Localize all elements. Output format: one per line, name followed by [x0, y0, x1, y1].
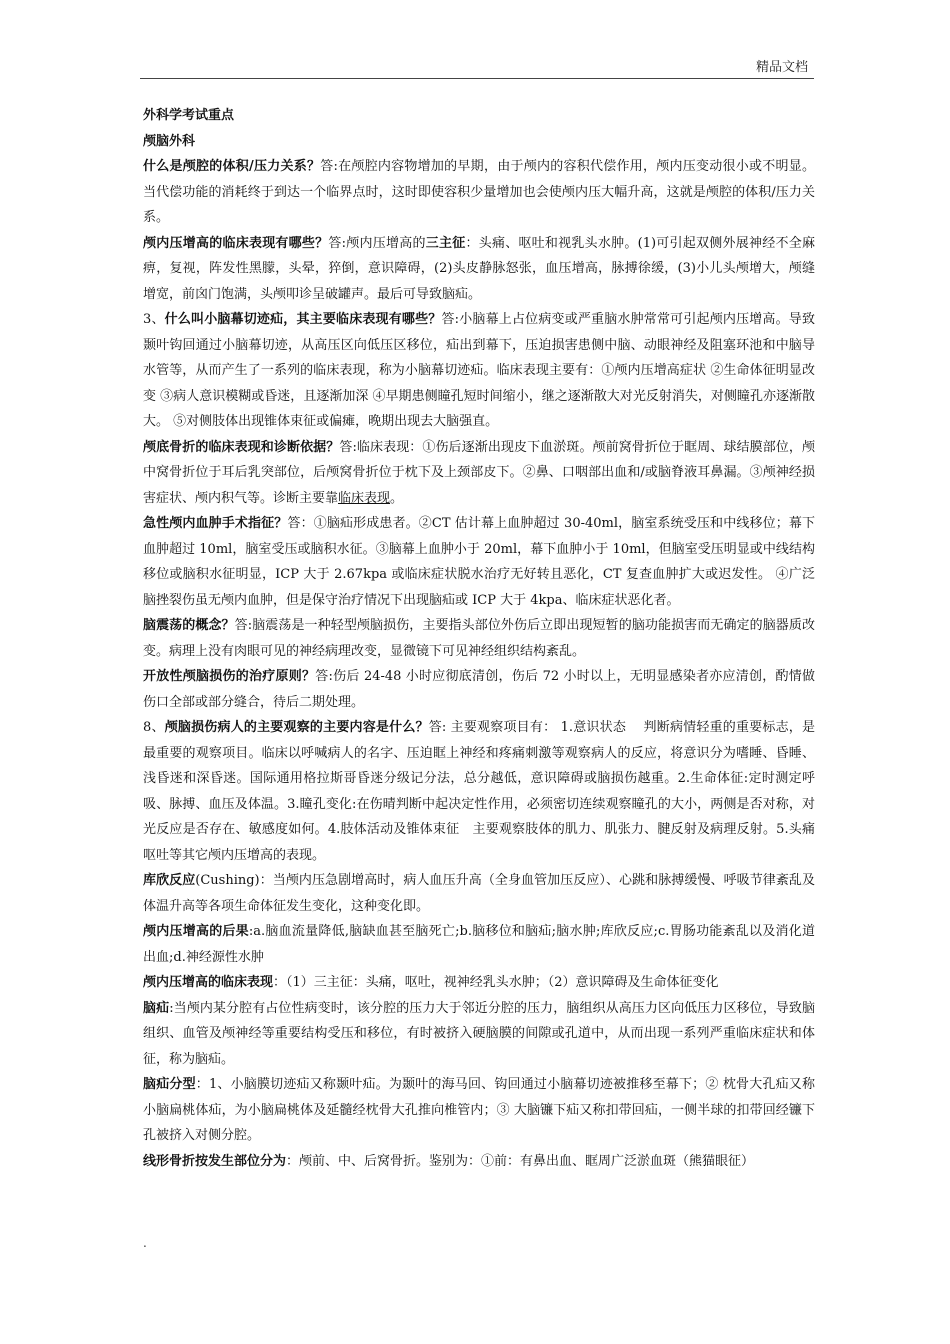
answer: 答:小脑幕上占位病变或严重脑水肿常常可引起颅内压增高。导致颞叶钩回通过小脑幕切迹，从高压区向低压区移位，疝出到幕下，压迫损害患侧中脑、动眼神经及阻塞环池和中脑导水管等，从而产生了一系列的临床表现，称为小脑幕切迹疝。临床表现主要有：①颅内压增高症状 ②生命体征明显改变 ③病人意识模糊或昏迷，且逐渐加深 ④早期患侧瞳孔短时间缩小，继之逐渐散大对光反射消失，对侧瞳孔亦逐渐散大。 ⑤对侧肢体出现锥体束征或偏瘫，晚期出现去大脑强直。: [143, 312, 815, 429]
paragraph: 颅底骨折的临床表现和诊断依据？答:临床表现：①伤后逐渐出现皮下血淤斑。颅前窝骨折位于眶周、球结膜部位，颅中窝骨折位于耳后乳突部位，后颅窝骨折位于枕下及上颈部皮下。②鼻、口咽部出血和/或脑脊液耳鼻漏。③颅神经损害症状、颅内积气等。诊断主要靠临床表现。: [143, 439, 815, 506]
paragraph: [143, 970, 815, 996]
answer: 答:脑震荡是一种轻型颅脑损伤，主要指头部位外伤后立即出现短暂的脑功能损害而无确定的脑器质改变。病理上没有肉眼可见的神经病理改变，显微镜下可见神经组织结构紊乱。: [143, 618, 815, 659]
paragraph: [143, 664, 815, 715]
section-heading: 颅脑外科: [143, 133, 196, 149]
paragraph: [143, 715, 815, 868]
header-rule: [140, 78, 814, 79]
question: 颅内压增高的后果: [143, 924, 249, 939]
question: 开放性颅脑损伤的治疗原则？: [143, 669, 316, 684]
answer: ：（1）三主征：头痛，呕吐，视神经乳头水肿；（2）意识障碍及生命体征变化: [273, 975, 719, 990]
answer: 答:临床表现：①伤后逐渐出现皮下血淤斑。颅前窝骨折位于眶周、球结膜部位，颅中窝骨折位于耳后乳突部位，后颅窝骨折位于枕下及上颈部皮下。②鼻、口咽部出血和/或脑脊液耳鼻漏。③颅神经损害症状、颅内积气等。诊断主要靠: [143, 439, 815, 506]
answer: :当颅内某分腔有占位性病变时，该分腔的压力大于邻近分腔的压力，脑组织从高压力区向低压力区移位，导致脑组织、血管及颅神经等重要结构受压和移位，有时被挤入硬脑膜的间隙或孔道中，从而出现一系列严重临床症状和体征，称为脑疝。: [143, 1000, 815, 1067]
doc-title: 外科学考试重点: [143, 108, 235, 123]
paragraph: [143, 613, 815, 664]
answer: 答:在颅腔内容物增加的早期，由于颅内的容积代偿作用，颅内压变动很小或不明显。当代偿功能的消耗终于到达一个临界点时，这时即使容积少量增加也会使颅内压大幅升高，这就是颅腔的体积/压力关系。: [143, 159, 815, 225]
document-body: [143, 103, 815, 1174]
question: 颅脑损伤病人的主要观察的主要内容是什么？: [164, 720, 429, 735]
answer: 答：①脑疝形成患者。②CT 估计幕上血肿超过 30-40ml，脑室系统受压和中线移位；幕下血肿超过 10ml，脑室受压或脑积水征。③脑幕上血肿小于 20ml，幕下血肿小于 10ml，但脑室受压明显或中线结构移位或脑积水征明显，ICP 大于 2.67kpa 或临床症状脱水治疗无好转且恶化，CT 复查血肿扩大或迟发性。 ④广泛脑挫裂伤虽无颅内血肿，但是保守治疗情况下出现脑疝或 ICP 大于 4kpa、临床症状恶化者。: [143, 516, 815, 608]
paragraph: [143, 919, 815, 970]
question: 颅内压增高的临床表现有哪些？: [143, 235, 329, 251]
paragraph: [143, 511, 815, 613]
paragraph: [143, 154, 815, 231]
header-label: 精品文档: [755, 60, 808, 75]
answer: 答:伤后 24-48 小时应彻底清创，伤后 72 小时以上，无明显感染者亦应清创，酌情做伤口全部或部分缝合，待后二期处理。: [143, 669, 815, 710]
answer: 答:颅内压增高的: [328, 235, 426, 251]
question: 库欣反应: [143, 873, 196, 888]
question: 急性颅内血肿手术指征？: [143, 516, 288, 531]
answer: ：颅前、中、后窝骨折。鉴别为：①前：有鼻出血、眶周广泛淤血斑（熊猫眼征）: [286, 1153, 755, 1169]
answer: :a.脑血流量降低,脑缺血甚至脑死亡;b.脑移位和脑疝;脑水肿;库欣反应;c.胃肠功能紊乱以及消化道出血;d.神经源性水肿: [143, 924, 815, 965]
paragraph: [143, 1072, 815, 1149]
footer-mark: .: [143, 1236, 147, 1250]
paragraph: [143, 1149, 815, 1175]
paragraph: [143, 231, 815, 308]
paragraph: [143, 307, 815, 435]
paragraph: [143, 996, 815, 1073]
paragraph: [143, 868, 815, 919]
question: 线形骨折按发生部位分为: [143, 1153, 287, 1169]
answer: (Cushing)：当颅内压急剧增高时，病人血压升高（全身血管加压反应）、心跳和脉搏缓慢、呼吸节律紊乱及体温升高等各项生命体征发生变化，这种变化即。: [143, 873, 815, 914]
question: 颅内压增高的临床表现: [143, 975, 274, 990]
question: 颅底骨折的临床表现和诊断依据？: [143, 439, 340, 455]
answer: 答: 主要观察项目有： 1.意识状态 判断病情轻重的重要标志，是最重要的观察项目。临床以呼喊病人的名字、压迫眶上神经和疼痛刺激等观察病人的反应，将意识分为嗜睡、昏睡、浅昏迷和深昏迷。国际通用格拉斯哥昏迷分级记分法，总分越低，意识障碍或脑损伤越重。2.生命体征:定时测定呼吸、脉搏、血压及体温。3.瞳孔变化:在伤晴判断中起决定性作用，必须密切连续观察瞳孔的大小，两侧是否对称，对光反应是否存在、敏感度如何。4.肢体活动及锥体束征 主要观察肢体的肌力、肌张力、腱反射及病理反射。5.头痛呕吐等其它颅内压增高的表现。: [143, 720, 815, 863]
question: 什么是颅腔的体积/压力关系？: [143, 159, 321, 174]
number: 8、: [143, 720, 165, 735]
question: 脑疝: [143, 1000, 170, 1016]
question: 什么叫小脑幕切迹疝，其主要临床表现有哪些？: [164, 312, 442, 327]
emphasis: 三主征: [425, 235, 466, 251]
answer: ：头痛、呕吐和视乳头水肿。(1)可引起双侧外展神经不全麻痹，复视，阵发性黑朦，头晕，猝倒，意识障碍，(2)头皮静脉怒张，血压增高，脉搏徐缓，(3)小儿头颅增大，颅缝增宽，前囟门饱满，头颅叩诊呈破罐声。最后可导致脑疝。: [143, 235, 815, 302]
question: 脑疝分型: [143, 1077, 196, 1092]
underlined-text: 临床表现: [338, 490, 391, 506]
answer: ：1、小脑膜切迹疝又称颞叶疝。为颞叶的海马回、钩回通过小脑幕切迹被推移至幕下；② 枕骨大孔疝又称小脑扁桃体疝，为小脑扁桃体及延髓经枕骨大孔推向椎管内；③ 大脑镰下疝又称扣带回疝，一侧半球的扣带回经镰下孔被挤入对侧分腔。: [143, 1077, 815, 1143]
question: 脑震荡的概念？: [143, 618, 235, 633]
number: 3、: [143, 312, 165, 327]
